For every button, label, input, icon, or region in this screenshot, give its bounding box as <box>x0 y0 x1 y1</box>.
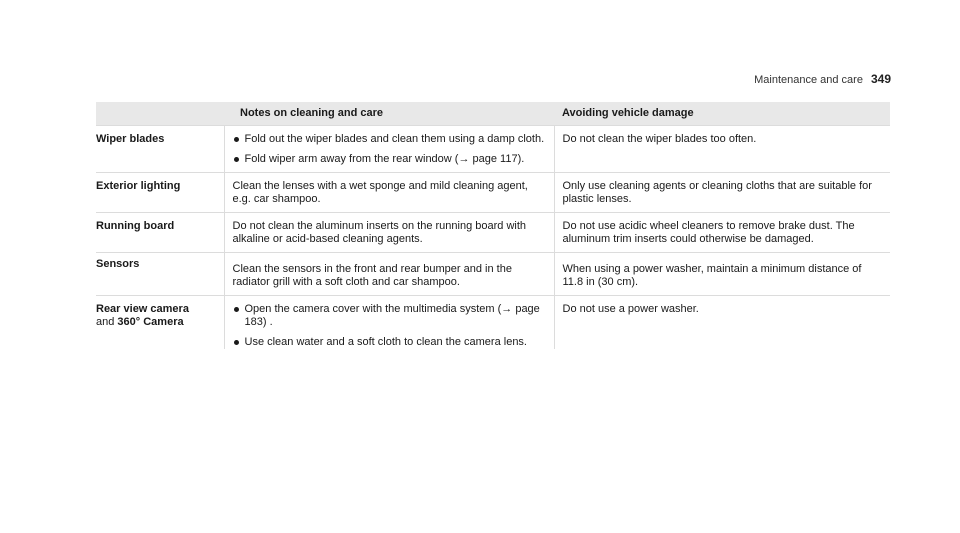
page-number: 349 <box>870 72 891 86</box>
column-header-label <box>96 102 224 126</box>
notes-cell: Clean the sensors in the front and rear bumper and in the radiator grill with a soft cloth and car shampoo. <box>224 253 554 296</box>
notes-cell: Do not clean the aluminum inserts on the running board with alkaline or acid-based cleaning agents. <box>224 213 554 253</box>
page-header <box>754 72 891 86</box>
table-row <box>96 126 890 173</box>
notes-cell: Clean the lenses with a wet sponge and mild cleaning agent, e.g. car shampoo. <box>224 173 554 213</box>
row-label-line2: 360° Camera <box>117 316 184 328</box>
row-label-sensors: Sensors <box>96 253 224 296</box>
damage-cell: Do not use acidic wheel cleaners to remove brake dust. The aluminum trim inserts could otherwise be damaged. <box>554 213 890 253</box>
row-label-wiper-blades: Wiper blades <box>96 126 224 173</box>
list-item: Fold wiper arm away from the rear window (→ page 117). <box>233 153 546 166</box>
row-label-rear-view-camera <box>96 296 224 350</box>
row-label-and: and <box>96 316 115 328</box>
notes-cell <box>224 296 554 350</box>
damage-cell: Do not clean the wiper blades too often. <box>554 126 890 173</box>
damage-cell: When using a power washer, maintain a minimum distance of 11.8 in (30 cm). <box>554 253 890 296</box>
column-header-damage: Avoiding vehicle damage <box>554 102 890 126</box>
damage-cell: Only use cleaning agents or cleaning cloths that are suitable for plastic lenses. <box>554 173 890 213</box>
list-item: Fold out the wiper blades and clean them using a damp cloth. <box>233 133 546 146</box>
cleaning-care-table <box>96 102 890 349</box>
table-row <box>96 296 890 350</box>
column-header-notes-text: Notes on cleaning and care <box>240 107 384 119</box>
section-title: Maintenance and care <box>754 74 863 86</box>
row-label-running-board: Running board <box>96 213 224 253</box>
list-item: Open the camera cover with the multimedia system (→ page 183) . <box>233 303 546 329</box>
row-label-exterior-lighting: Exterior lighting <box>96 173 224 213</box>
table-header-row <box>96 102 890 126</box>
notes-bullet-list <box>233 133 546 166</box>
table-row <box>96 213 890 253</box>
notes-cell <box>224 126 554 173</box>
column-header-notes <box>224 102 554 126</box>
notes-bullet-list <box>233 303 546 349</box>
row-label-line1: Rear view camera <box>96 303 189 315</box>
table-row <box>96 253 890 296</box>
table-row <box>96 173 890 213</box>
damage-cell: Do not use a power washer. <box>554 296 890 350</box>
list-item: Use clean water and a soft cloth to clean the camera lens. <box>233 336 546 349</box>
